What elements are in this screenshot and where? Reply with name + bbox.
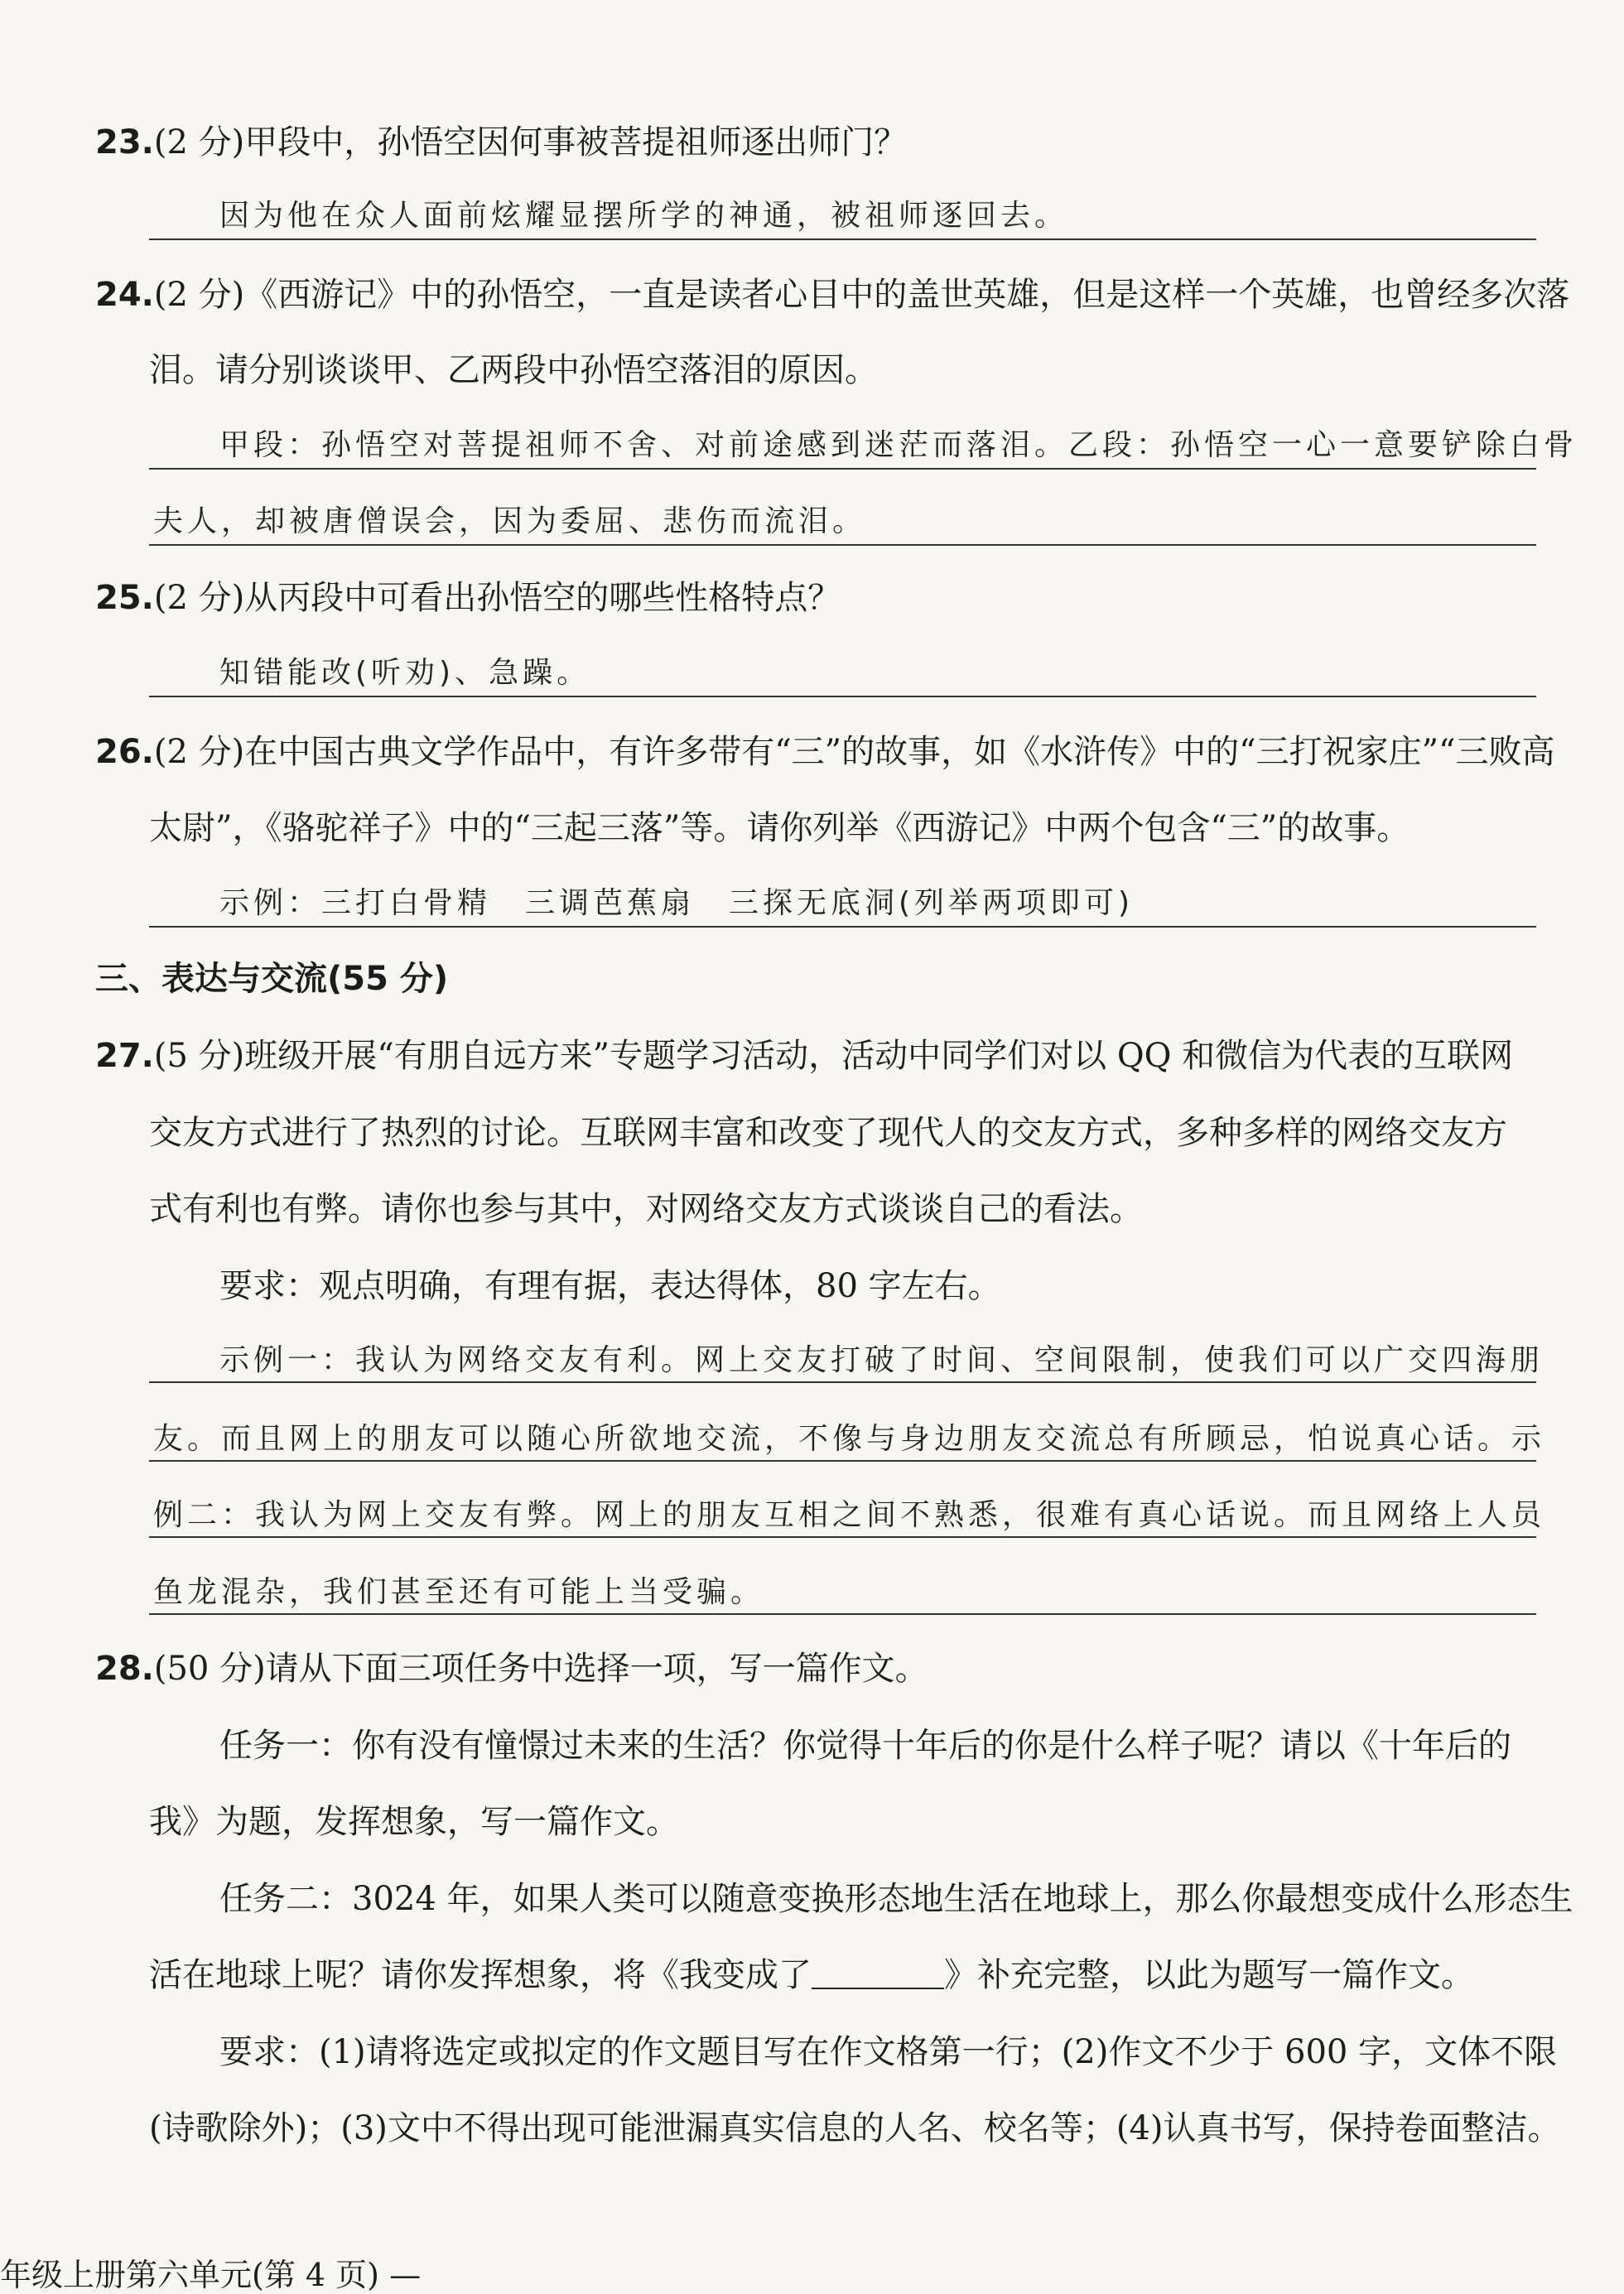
question-number: 28.: [95, 1650, 154, 1688]
question-24: [95, 276, 1570, 314]
section-heading: 三、表达与交流(55 分): [95, 960, 449, 998]
question-28: [95, 1650, 928, 1688]
answer-25: 知错能改(听劝)、急躁。: [219, 656, 591, 690]
question-number: 25.: [95, 579, 154, 617]
question-number: 24.: [95, 276, 154, 314]
task-1-line1: 任务一：你有没有憧憬过未来的生活？你觉得十年后的你是什么样子呢？请以《十年后的: [219, 1727, 1511, 1765]
question-26: [95, 735, 1554, 769]
answer-line: [149, 926, 1536, 928]
question-text: (2 分)甲段中，孙悟空因何事被菩提祖师逐出师门？: [153, 123, 908, 161]
answer-27-line4: 鱼龙混杂，我们甚至还有可能上当受骗。: [153, 1575, 765, 1609]
answer-24-line2: 夫人，却被唐僧误会，因为委屈、悲伤而流泪。: [153, 504, 867, 538]
answer-line: [149, 544, 1536, 546]
answer-line: [149, 1460, 1536, 1462]
answer-line: [149, 468, 1536, 470]
task-2-text-a: 活在地球上呢？请你发挥想象，将《我变成了: [149, 1956, 812, 1994]
answer-27-line1: 示例一：我认为网络交友有利。网上交友打破了时间、空间限制，使我们可以广交四海朋: [219, 1343, 1544, 1377]
question-text: (2 分)在中国古典文学作品中，有许多带有“三”的故事，如《水浒传》中的“三打祝家庄”“三败高: [153, 733, 1555, 771]
question-number: 23.: [95, 123, 154, 161]
answer-27-line3: 例二：我认为网上交友有弊。网上的朋友互相之间不熟悉，很难有真心话说。而且网络上人员: [153, 1498, 1546, 1532]
task-1-line2: 我》为题，发挥想象，写一篇作文。: [149, 1803, 679, 1841]
question-27: [95, 1037, 1514, 1075]
question-27-requirement: 要求：观点明确，有理有据，表达得体，80 字左右。: [219, 1267, 1001, 1305]
requirements-line2: (诗歌除外)；(3)文中不得出现可能泄漏真实信息的人名、校名等；(4)认真书写，保持卷面整洁。: [149, 2109, 1561, 2147]
question-text: (5 分)班级开展“有朋自远方来”专题学习活动，活动中同学们对以 QQ 和微信为代表的互联网: [153, 1037, 1514, 1075]
question-text: (2 分)从丙段中可看出孙悟空的哪些性格特点？: [153, 579, 841, 617]
page-footer: 年级上册第六单元(第 4 页) —: [0, 2257, 422, 2293]
question-text: (2 分)《西游记》中的孙悟空，一直是读者心目中的盖世英雄，但是这样一个英雄，也曾经多次落: [153, 276, 1570, 314]
question-24-cont: 泪。请分别谈谈甲、乙两段中孙悟空落泪的原因。: [149, 351, 878, 389]
question-number: 26.: [95, 733, 154, 771]
answer-line: [149, 1613, 1536, 1615]
question-26-cont: 太尉”，《骆驼祥子》中的“三起三落”等。请你列举《西游记》中两个包含“三”的故事。: [149, 809, 1410, 847]
requirements-line1: 要求：(1)请将选定或拟定的作文题目写在作文格第一行；(2)作文不少于 600 字，文体不限: [219, 2033, 1558, 2071]
answer-line: [149, 1536, 1536, 1538]
task-2-line1: 任务二：3024 年，如果人类可以随意变换形态地生活在地球上，那么你最想变成什么形态生: [219, 1880, 1573, 1918]
task-2-text-b: 》补充完整，以此为题写一篇作文。: [944, 1956, 1474, 1994]
question-25: [95, 579, 841, 617]
answer-26: 示例：三打白骨精 三调芭蕉扇 三探无底洞(列举两项即可): [219, 886, 1135, 920]
question-number: 27.: [95, 1037, 154, 1075]
question-text: (50 分)请从下面三项任务中选择一项，写一篇作文。: [153, 1650, 928, 1688]
task-2-line2: [149, 1956, 1474, 1994]
answer-27-line2: 友。而且网上的朋友可以随心所欲地交流，不像与身边朋友交流总有所顾忌，怕说真心话。示: [153, 1422, 1546, 1456]
answer-line: [149, 239, 1536, 240]
answer-line: [149, 1381, 1536, 1383]
question-23: [95, 123, 908, 161]
answer-23: 因为他在众人面前炫耀显摆所学的神通，被祖师逐回去。: [219, 199, 1069, 233]
question-27-cont: 交友方式进行了热烈的讨论。互联网丰富和改变了现代人的交友方式，多种多样的网络交友方: [149, 1114, 1507, 1152]
answer-24-line1: 甲段：孙悟空对菩提祖师不舍、对前途感到迷茫而落泪。乙段：孙悟空一心一意要铲除白骨: [219, 428, 1578, 462]
answer-line: [149, 696, 1536, 697]
question-27-cont: 式有利也有弊。请你也参与其中，对网络交友方式谈谈自己的看法。: [149, 1190, 1143, 1228]
title-blank: [812, 1963, 944, 1989]
